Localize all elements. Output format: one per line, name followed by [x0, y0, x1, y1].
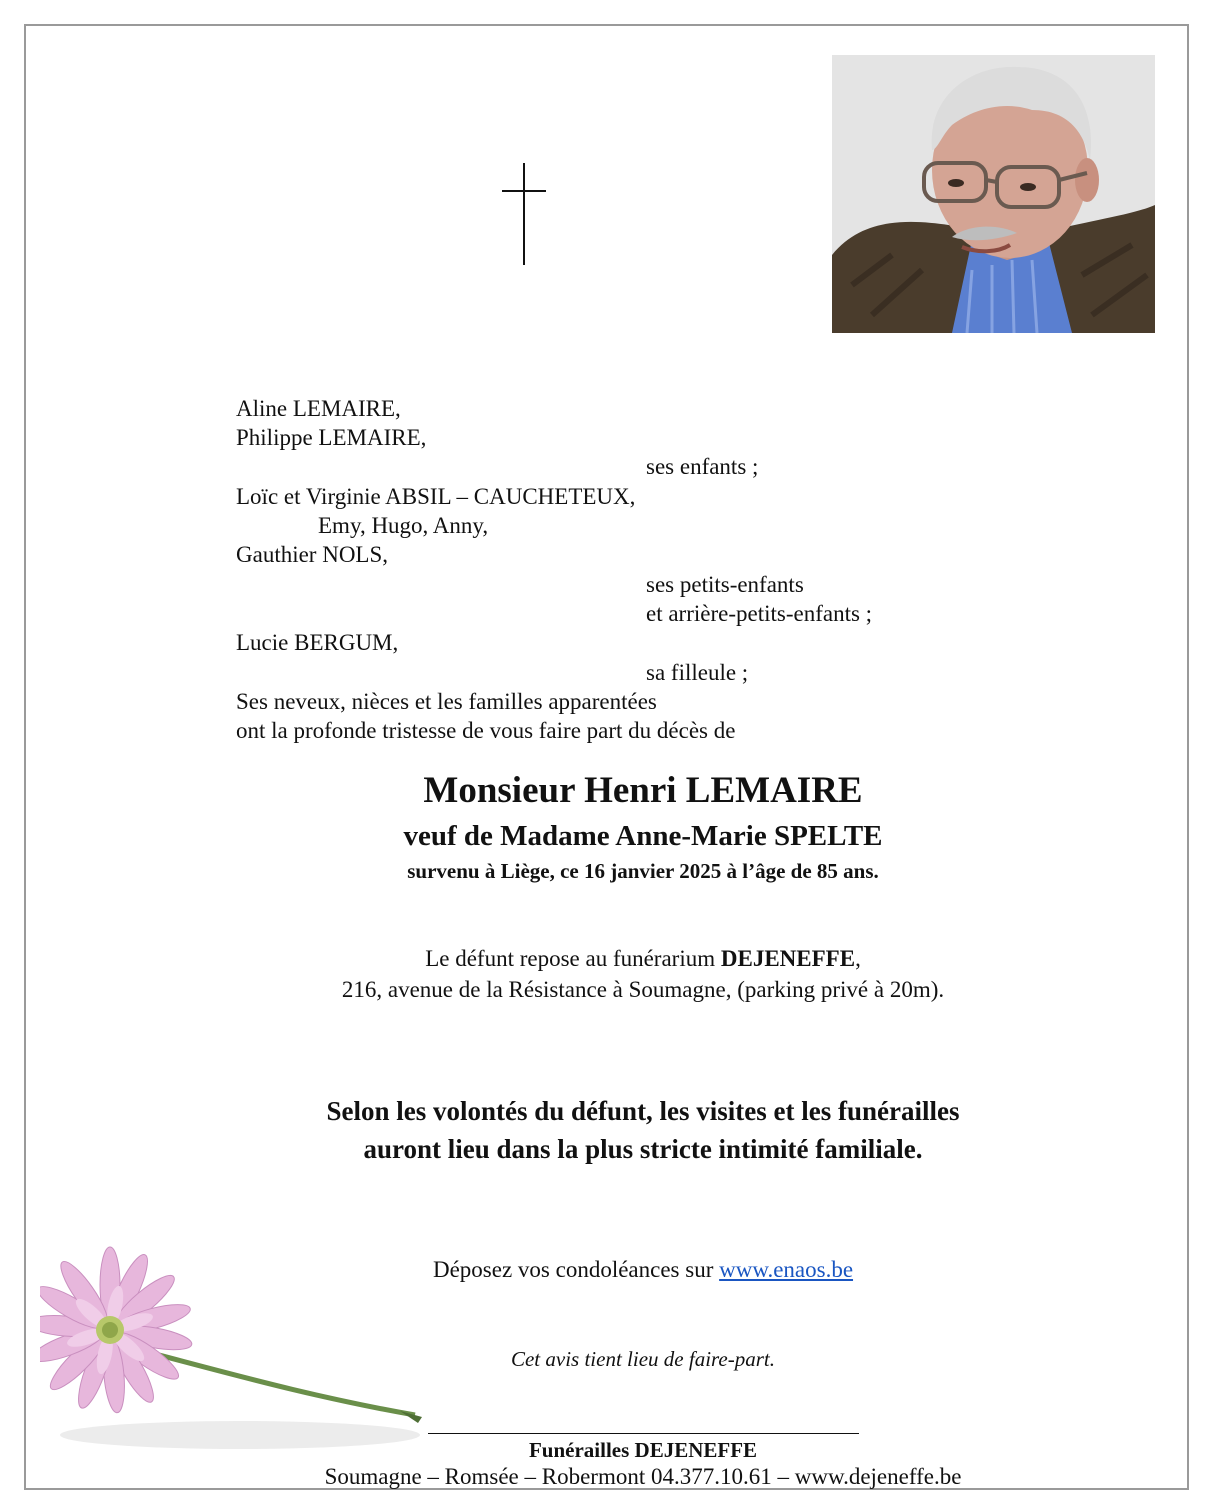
- repose-address: 216, avenue de la Résistance à Soumagne, (parking privé à 20m).: [341, 977, 945, 1002]
- cross-icon: [502, 163, 546, 265]
- repose-prefix: Le défunt repose au funérarium: [425, 946, 721, 971]
- notice-line: Cet avis tient lieu de faire-part.: [510, 1347, 775, 1371]
- relatives-line: Ses neveux, nièces et les familles apparentées: [236, 689, 657, 714]
- condolences-link[interactable]: www.enaos.be: [719, 1257, 854, 1282]
- grandchild-name: Loïc et Virginie ABSIL – CAUCHETEUX,: [236, 484, 636, 509]
- funeral-contact: Soumagne – Romsée – Robermont 04.377.10.61 – www.dejeneffe.be: [324, 1464, 962, 1489]
- wishes-line: auront lieu dans la plus stricte intimité familiale.: [363, 1134, 923, 1164]
- announcement-line: ont la profonde tristesse de vous faire part du décès de: [236, 718, 736, 743]
- deceased-spouse: veuf de Madame Anne-Marie SPELTE: [403, 820, 883, 852]
- grandchild-name: Gauthier NOLS,: [236, 542, 389, 567]
- great-grandchildren-label: et arrière-petits-enfants ;: [646, 601, 873, 626]
- great-grandchildren-names: Emy, Hugo, Anny,: [318, 513, 489, 538]
- repose-suffix: ,: [855, 946, 861, 971]
- flower-image: [40, 1225, 440, 1465]
- child-name: Aline LEMAIRE,: [236, 396, 401, 421]
- funeral-company: Funérailles DEJENEFFE: [528, 1438, 758, 1462]
- children-label: ses enfants ;: [646, 454, 759, 479]
- repose-line: [0, 945, 1214, 973]
- condolences-text: Déposez vos condoléances sur: [432, 1257, 720, 1282]
- wishes-line: Selon les volontés du défunt, les visites et les funérailles: [326, 1096, 960, 1126]
- funeral-home-name: DEJENEFFE: [720, 946, 856, 971]
- footer-separator: [428, 1433, 859, 1434]
- portrait-photo: [832, 55, 1155, 333]
- goddaughter-label: sa filleule ;: [646, 660, 749, 685]
- child-name: Philippe LEMAIRE,: [236, 425, 427, 450]
- deceased-name: Monsieur Henri LEMAIRE: [423, 770, 863, 811]
- grandchildren-label: ses petits-enfants: [646, 572, 804, 597]
- goddaughter-name: Lucie BERGUM,: [236, 630, 399, 655]
- deceased-details: survenu à Liège, ce 16 janvier 2025 à l’âge de 85 ans.: [407, 859, 879, 883]
